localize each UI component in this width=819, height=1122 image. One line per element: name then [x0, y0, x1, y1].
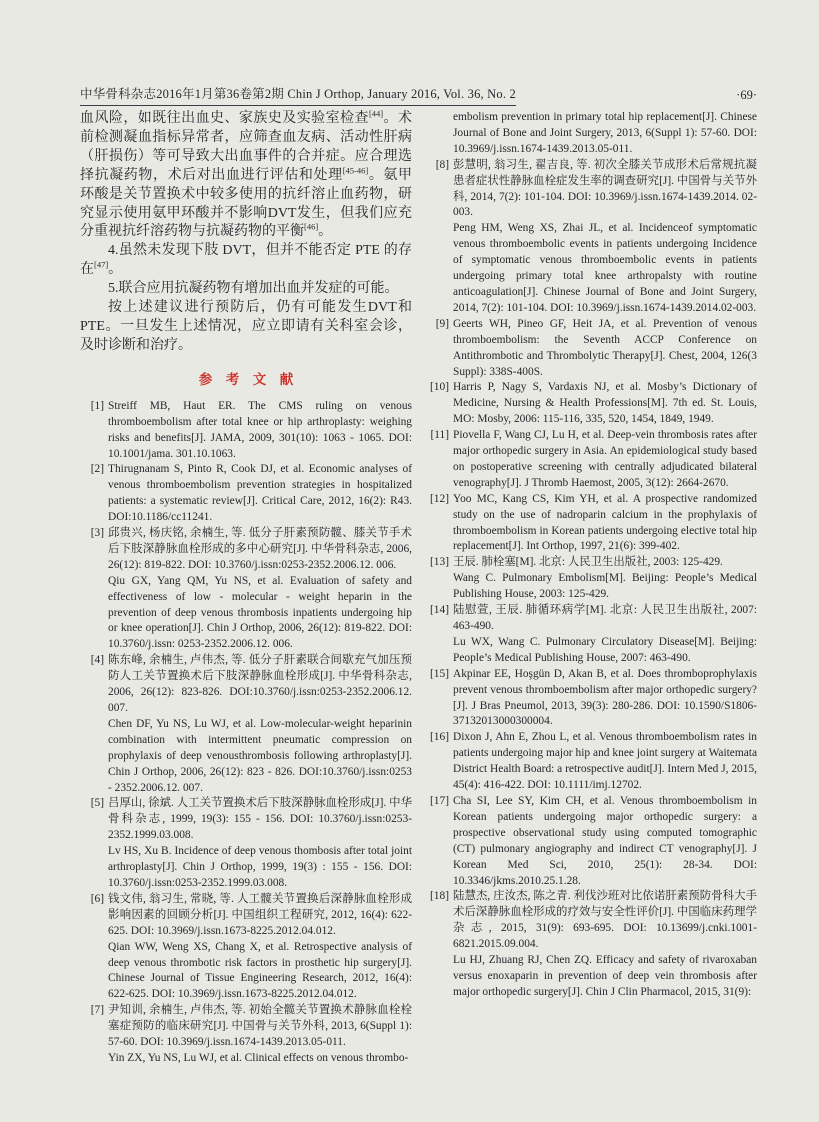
reference-item: [425, 603, 757, 667]
reference-item: [425, 667, 757, 731]
body-paragraph-continuation: 血风险，如既往出血史、家族史及实验室检查[44]。术前检测凝血指标异常者，应筛查血友病、活动性肝病（肝损伤）等可导致大出血事件的合并症。应合理选择抗凝药物，术后对出血进行评估和处理[45-46]。氨甲环酸是关节置换术中较多使用的抗纤溶止血药物，研究显示使用氨甲环酸并不影响DVT发生，但我们应充分重视抗纤溶药物与抗凝药物的平衡[46]。: [80, 108, 413, 240]
reference-paragraph: Cha SI, Lee SY, Kim CH, et al. Venous thromboembolism in Korean patients undergoing major orthopedic surgery: a prospective observational study using computed tomographic (CT) pulmonary angiography and indirect CT venography[J]. J Korean Med Sci, 2010, 25(1): 28-34. DOI: 10.3346/jkms.2010.25.1.28.: [453, 794, 757, 887]
reference-body: [453, 317, 757, 381]
reference-body: [453, 555, 757, 603]
reference-item: [80, 1003, 412, 1067]
numbered-point-4: 4.虽然未发现下肢 DVT，但并不能否定 PTE 的存在[47]。: [80, 243, 412, 278]
reference-number: [7]: [90, 1004, 104, 1017]
reference-body: [108, 892, 412, 1003]
reference-body: [108, 653, 412, 796]
reference-item: [425, 317, 757, 381]
reference-number: [1]: [90, 399, 104, 412]
reference-body: [453, 889, 757, 1000]
reference-paragraph: Lu WX, Wang C. Pulmonary Circulatory Disease[M]. Beijing: People’s Medical Publishing House, 2007: 463-490.: [453, 635, 757, 664]
reference-paragraph: Chen DF, Yu NS, Lu WJ, et al. Low-molecular-weight heparinin combination with intermittent pneumatic compression on prophylaxis of deep venousthrombosis following arthroplasty[J]. Chin J Orthop, 2006, 26(12): 823 - 826. DOI:10.3760/j.issn:0253 - 2352.2006.12. 007.: [108, 717, 412, 794]
right-column: [425, 110, 757, 1067]
reference-paragraph: Thirugnanam S, Pinto R, Cook DJ, et al. Economic analyses of venous thromboembolism prevention strategies in hospitalized patients: a systematic review[J]. Critical Care, 2012, 16(2): R43. DOI:10.1186/cc11241.: [108, 463, 412, 524]
reference-paragraph: 钱文伟, 翁习生, 常晓, 等. 人工髋关节置换后深静脉血栓形成影响因素的回顾分析[J]. 中国组织工程研究, 2012, 16(4): 622-625. DOI: 10.3969/j.issn.1673-8225.2012.04.012.: [108, 892, 412, 937]
reference-paragraph: Yin ZX, Yu NS, Lu WJ, et al. Clinical effects on venous thrombo-: [108, 1051, 409, 1064]
reference-paragraph: Streiff MB, Haut ER. The CMS ruling on venous thromboembolism after total knee or hip arthroplasty: weighing risks and benefits[J]. JAMA, 2009, 301(10): 1063 - 1065. DOI: 10.1001/jama. 301.10.1063.: [108, 399, 412, 460]
reference-item: [425, 110, 757, 158]
reference-body: [108, 1003, 412, 1067]
reference-number: [5]: [90, 797, 104, 810]
reference-body: [108, 526, 412, 653]
reference-number: [6]: [90, 892, 104, 905]
reference-item: [80, 892, 412, 1003]
numbered-point-5: 5.联合应用抗凝药物有增加出血并发症的可能。: [108, 281, 399, 297]
reference-paragraph: Dixon J, Ahn E, Zhou L, et al. Venous thromboembolism rates in patients undergoing major hip and knee joint surgery at Waitemata District Health Board: a retrospective audit[J]. Intern Med J, 2015, 45(4): 416-422. DOI: 10.1111/imj.12702.: [453, 731, 757, 792]
reference-number: [16]: [430, 731, 449, 744]
reference-item: [425, 794, 757, 889]
reference-number: [12]: [430, 492, 449, 505]
reference-paragraph: 王辰. 肺栓塞[M]. 北京: 人民卫生出版社, 2003: 125-429.: [453, 556, 723, 569]
reference-paragraph: 陈东峰, 余楠生, 卢伟杰, 等. 低分子肝素联合间歇充气加压预防人工关节置换术后下肢深静脉血栓形成[J]. 中华骨科杂志, 2006, 26(12): 823-826. DOI:10.3760/j.issn:0253-2352.2006.12. 007.: [108, 654, 412, 714]
reference-paragraph: Harris P, Nagy S, Vardaxis NJ, et al. Mosby’s Dictionary of Medicine, Nursing & Health Professions[M]. 7th ed. St. Louis, MO: Mosby, 2006: 115-116, 335, 520, 1454, 1849, 1949.: [453, 381, 757, 426]
reference-paragraph: Qiu GX, Yang QM, Yu NS, et al. Evaluation of safety and effectiveness of low - molecular - weight heparin in the prevention of deep venous thrombosis inpatients undergoing hip or knee operation[J]. Chin J Orthop, 2006, 26(12): 819-822. DOI: 10.3760/j.issn: 0253-2352.2006.12. 006.: [108, 574, 412, 651]
reference-item: [425, 428, 757, 492]
citation-superscript: [47]: [94, 259, 109, 270]
reference-number: [2]: [90, 463, 104, 476]
reference-number: [13]: [430, 556, 449, 569]
reference-paragraph: Wang C. Pulmonary Embolism[M]. Beijing: People’s Medical Publishing House, 2003: 125-429.: [453, 572, 757, 601]
reference-number: [4]: [90, 654, 104, 667]
reference-body: [108, 796, 412, 891]
citation-superscript: [44]: [368, 108, 384, 119]
reference-body: [453, 428, 757, 492]
reference-item: [425, 158, 757, 317]
two-column-body: [80, 110, 757, 1067]
reference-body: [453, 492, 757, 556]
reference-body: [453, 380, 757, 428]
reference-number: [14]: [430, 604, 449, 617]
reference-item: [425, 492, 757, 556]
reference-item: [80, 796, 412, 891]
citation-superscript: [45-46]: [342, 165, 369, 176]
reference-body: [108, 399, 412, 463]
reference-paragraph: 陆慰萱, 王辰. 肺循环病学[M]. 北京: 人民卫生出版社, 2007: 463-490.: [453, 604, 757, 632]
reference-body: [453, 110, 757, 158]
reference-paragraph: Geerts WH, Pineo GF, Heit JA, et al. Prevention of venous thromboembolism: the Seventh ACCP Conference on Antithrombotic and Thrombolytic Therapy[J]. Chest, 2004, 126(3 Suppl): 338S-400S.: [453, 317, 757, 378]
page-header: [80, 84, 757, 106]
reference-body: [453, 667, 757, 731]
reference-item: [80, 462, 412, 526]
reference-paragraph: 尹知训, 余楠生, 卢伟杰, 等. 初始全髋关节置换术静脉血栓栓塞症预防的临床研究[J]. 中国骨与关节外科, 2013, 6(Suppl 1): 57-60. DOI: 10.3969/j.issn.1674-1439.2013.05-011.: [108, 1004, 412, 1049]
reference-paragraph: embolism prevention in primary total hip replacement[J]. Chinese Journal of Bone and Joint Surgery, 2013, 6(Suppl 1): 57-60. DOI: 10.3969/j.issn.1674-1439.2013.05-011.: [453, 111, 757, 155]
reference-body: [108, 462, 412, 526]
reference-body: [453, 158, 757, 317]
reference-item: [80, 653, 412, 796]
citation-superscript: [46]: [304, 221, 319, 232]
references-list-left: [80, 399, 412, 1067]
reference-item: [80, 399, 412, 463]
reference-number: [3]: [90, 527, 104, 540]
reference-paragraph: 彭慧明, 翁习生, 翟吉良, 等. 初次全膝关节成形术后常规抗凝患者症状性静脉血栓症发生率的调查研究[J]. 中国骨与关节外科, 2014, 7(2): 101-104. DOI: 10.3969/j.issn.1674-1439.2014. 02-003.: [453, 158, 757, 219]
page-number: ·69·: [736, 88, 757, 102]
references-list-right: [425, 110, 757, 1001]
reference-item: [425, 730, 757, 794]
reference-item: [425, 889, 757, 1000]
reference-body: [453, 794, 757, 889]
reference-paragraph: Yoo MC, Kang CS, Kim YH, et al. A prospective randomized study on the use of nadroparin calcium in the prophylaxis of thromboembolism in Korean patients undergoing elective total hip replacement[J]. Int Orthop, 1997, 21(6): 399-402.: [453, 492, 757, 553]
reference-paragraph: Peng HM, Weng XS, Zhai JL, et al. Incidenceof symptomatic venous thromboembolic events in patients undergoing Incidence of symptomatic venous thromboembolic events in patients undergoing primary total knee arthropalsty with routine anticoagulation[J]. Chinese Journal of Bone and Joint Surgery, 2014, 7(2): 101-104. DOI: 10.3969/j.issn.1674-1439.2014.02-003.: [453, 222, 757, 314]
reference-paragraph: Piovella F, Wang CJ, Lu H, et al. Deep-vein thrombosis rates after major orthopedic surgery in Asia. An epidemiological study based on postoperative screening with centrally adjudicated bilateral venography[J]. J Thromb Haemost, 2005, 3(12): 2664-2670.: [453, 429, 757, 489]
journal-header-line: 中华骨科杂志2016年1月第36卷第2期 Chin J Orthop, January 2016, Vol. 36, No. 2: [80, 84, 516, 106]
reference-number: [8]: [435, 158, 449, 171]
reference-number: [10]: [430, 381, 449, 394]
reference-paragraph: 陆慧杰, 庄汝杰, 陈之青. 利伐沙班对比依诺肝素预防骨科大手术后深静脉血栓形成的疗效与安全性评价[J]. 中国临床药理学杂志, 2015, 31(9): 693-695. DOI: 10.13699/j.cnki.1001-6821.2015.09.004.: [453, 890, 757, 951]
reference-paragraph: Lu HJ, Zhuang RJ, Chen ZQ. Efficacy and safety of rivaroxaban versus enoxaparin in prevention of deep vein thrombosis after major orthopedic surgery[J]. Chin J Clin Pharmacol, 2015, 31(9):: [453, 954, 757, 998]
reference-number: [17]: [430, 794, 449, 807]
reference-paragraph: 吕厚山, 徐斌. 人工关节置换术后下肢深静脉血栓形成[J]. 中华骨科杂志, 1999, 19(3): 155 - 156. DOI: 10.3760/j.issn:0253-2352.1999.03.008.: [108, 797, 412, 842]
reference-paragraph: 邱贵兴, 杨庆铭, 余楠生, 等. 低分子肝素预防髋、膝关节手术后下肢深静脉血栓形成的多中心研究[J]. 中华骨科杂志, 2006, 26(12): 819-822. DOI: 10.3760/j.issn:0253-2352.2006.12. 006.: [108, 527, 412, 571]
reference-number: [425, 110, 453, 158]
reference-body: [453, 730, 757, 794]
reference-number: [11]: [430, 429, 449, 442]
reference-item: [425, 380, 757, 428]
closing-paragraph: 按上述建议进行预防后，仍有可能发生DVT和PTE。一旦发生上述情况，应立即请有关科室会诊，及时诊断和治疗。: [80, 300, 412, 353]
reference-item: [80, 526, 412, 653]
left-column: [80, 110, 412, 1067]
reference-number: [18]: [430, 890, 449, 903]
reference-number: [9]: [435, 317, 449, 330]
references-heading: 参 考 文 献: [198, 371, 294, 387]
reference-paragraph: Lv HS, Xu B. Incidence of deep venous thombosis after total joint arthroplasty[J]. Chin J Orthop, 1999, 19(3) : 155 - 156. DOI: 10.3760/j.issn:0253-2352.1999.03.008.: [108, 845, 412, 889]
reference-number: [15]: [430, 667, 449, 680]
reference-body: [453, 603, 757, 667]
reference-paragraph: Qian WW, Weng XS, Chang X, et al. Retrospective analysis of deep venous thrombotic risk factors in prosthetic hip surgery[J]. Chinese Journal of Tissue Engineering Research, 2012, 16(4): 622-625. DOI: 10.3969/j.issn.1673-8225.2012.04.012.: [108, 940, 412, 1001]
reference-item: [425, 555, 757, 603]
reference-paragraph: Akpinar EE, Hoşgün D, Akan B, et al. Does thromboprophylaxis prevent venous thromboembolism after major orthopedic surgery? [J]. J Bras Pneumol, 2013, 39(3): 280-286. DOI: 10.1590/S1806-37132013000300004.: [453, 667, 757, 728]
